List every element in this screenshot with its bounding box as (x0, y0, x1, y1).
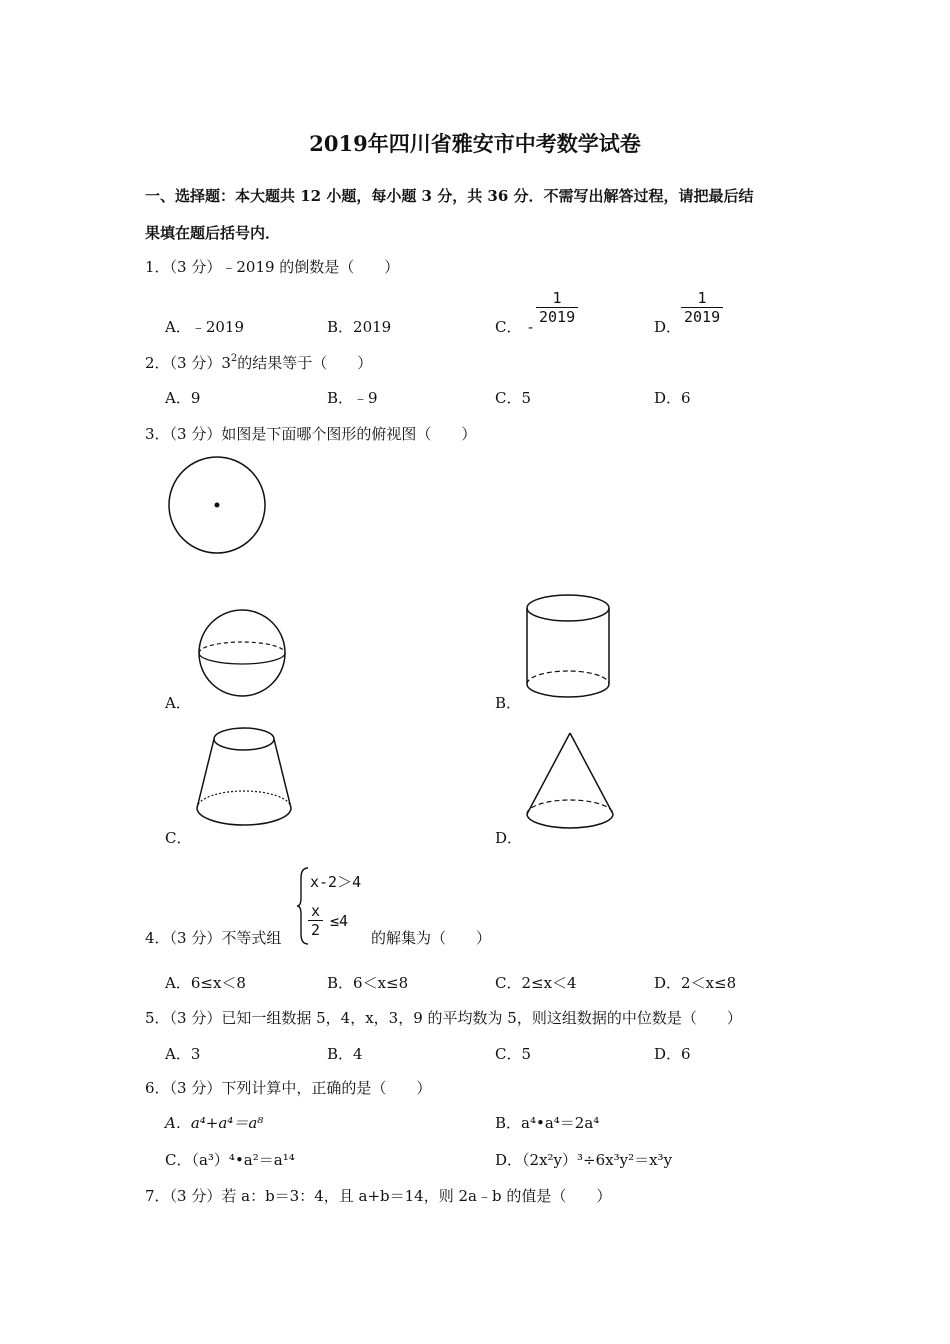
question-5-option-a: A．3 (165, 1045, 201, 1063)
fraction-numerator: 1 (536, 289, 578, 308)
fraction-denominator: 2019 (684, 308, 721, 326)
section-heading-line1: 一、选择题：本大题共 12 小题，每小题 3 分，共 36 分．不需写出解答过程，请把最后结 (145, 187, 754, 205)
question-2-option-c: C．5 (495, 389, 532, 407)
question-5-option-d: D．6 (654, 1045, 691, 1063)
inequality-2-rest: ≤4 (330, 912, 349, 930)
question-3-option-a: A． (165, 694, 191, 712)
question-7-stem: 7．（3 分）若 a：b＝3：4，且 a+b＝14，则 2a﹣b 的值是（ ） (145, 1187, 612, 1205)
question-1-option-c-sign: - (528, 318, 534, 336)
question-2-option-a: A．9 (165, 389, 201, 407)
question-5-stem: 5．（3 分）已知一组数据 5，4，x，3，9 的平均数为 5，则这组数据的中位数是（ ） (145, 1009, 742, 1027)
question-1-option-c-fraction (536, 289, 578, 326)
cylinder-figure (525, 594, 615, 704)
fraction-numerator: 1 (681, 289, 723, 308)
question-6-option-c: C．（a³）⁴•a²＝a¹⁴ (165, 1151, 295, 1169)
sphere-figure (198, 609, 288, 699)
inequality-1: x-2＞4 (310, 873, 362, 891)
question-3-option-c: C． (165, 829, 192, 847)
question-1-option-d-label: D． (654, 318, 682, 336)
question-3-option-b: B． (495, 694, 522, 712)
question-4-option-c: C．2≤x＜4 (495, 974, 577, 992)
question-1-option-d-fraction (681, 289, 723, 326)
question-2-option-d: D．6 (654, 389, 691, 407)
question-1-option-a: A．﹣2019 (165, 318, 245, 336)
question-6-option-b: B．a⁴•a⁴＝2a⁴ (495, 1114, 600, 1132)
question-1-option-b: B．2019 (327, 318, 392, 336)
cone-figure (525, 732, 620, 832)
question-3-option-d: D． (495, 829, 523, 847)
question-1-option-c-label: C． (495, 318, 522, 336)
question-4-option-a: A．6≤x＜8 (165, 974, 246, 992)
question-1-stem: 1．（3 分）﹣2019 的倒数是（ ） (145, 258, 400, 276)
frustum-figure (194, 726, 294, 836)
question-5-option-b: B．4 (327, 1045, 363, 1063)
question-5-option-c: C．5 (495, 1045, 532, 1063)
question-2-stem: 2．（3 分）$3^2$的结果等于（ ） (145, 353, 373, 372)
question-6-stem: 6．（3 分）下列计算中，正确的是（ ） (145, 1079, 432, 1097)
fraction-numerator: x (308, 902, 323, 921)
question-4-stem-prefix: 4．（3 分）不等式组 (145, 929, 282, 947)
question-2-option-b: B．﹣9 (327, 389, 378, 407)
question-6-option-d: D．（2x²y）³÷6x³y²＝x³y (495, 1151, 673, 1169)
fraction-denominator: 2019 (539, 308, 576, 326)
fraction-denominator: 2 (311, 921, 321, 939)
question-3-stem: 3．（3 分）如图是下面哪个图形的俯视图（ ） (145, 425, 477, 443)
question-6-option-a: A．a⁴+a⁴＝a⁸ (165, 1114, 264, 1132)
question-4-stem-suffix: 的解集为（ ） (371, 929, 492, 947)
top-view-circle-figure (168, 456, 268, 556)
question-4-option-b: B．6＜x≤8 (327, 974, 409, 992)
inequality-2-fraction (308, 902, 323, 939)
section-heading-line2: 果填在题后括号内． (145, 224, 281, 242)
page-title: 2019年四川省雅安市中考数学试卷 (309, 131, 641, 156)
question-4-option-d: D．2＜x≤8 (654, 974, 737, 992)
